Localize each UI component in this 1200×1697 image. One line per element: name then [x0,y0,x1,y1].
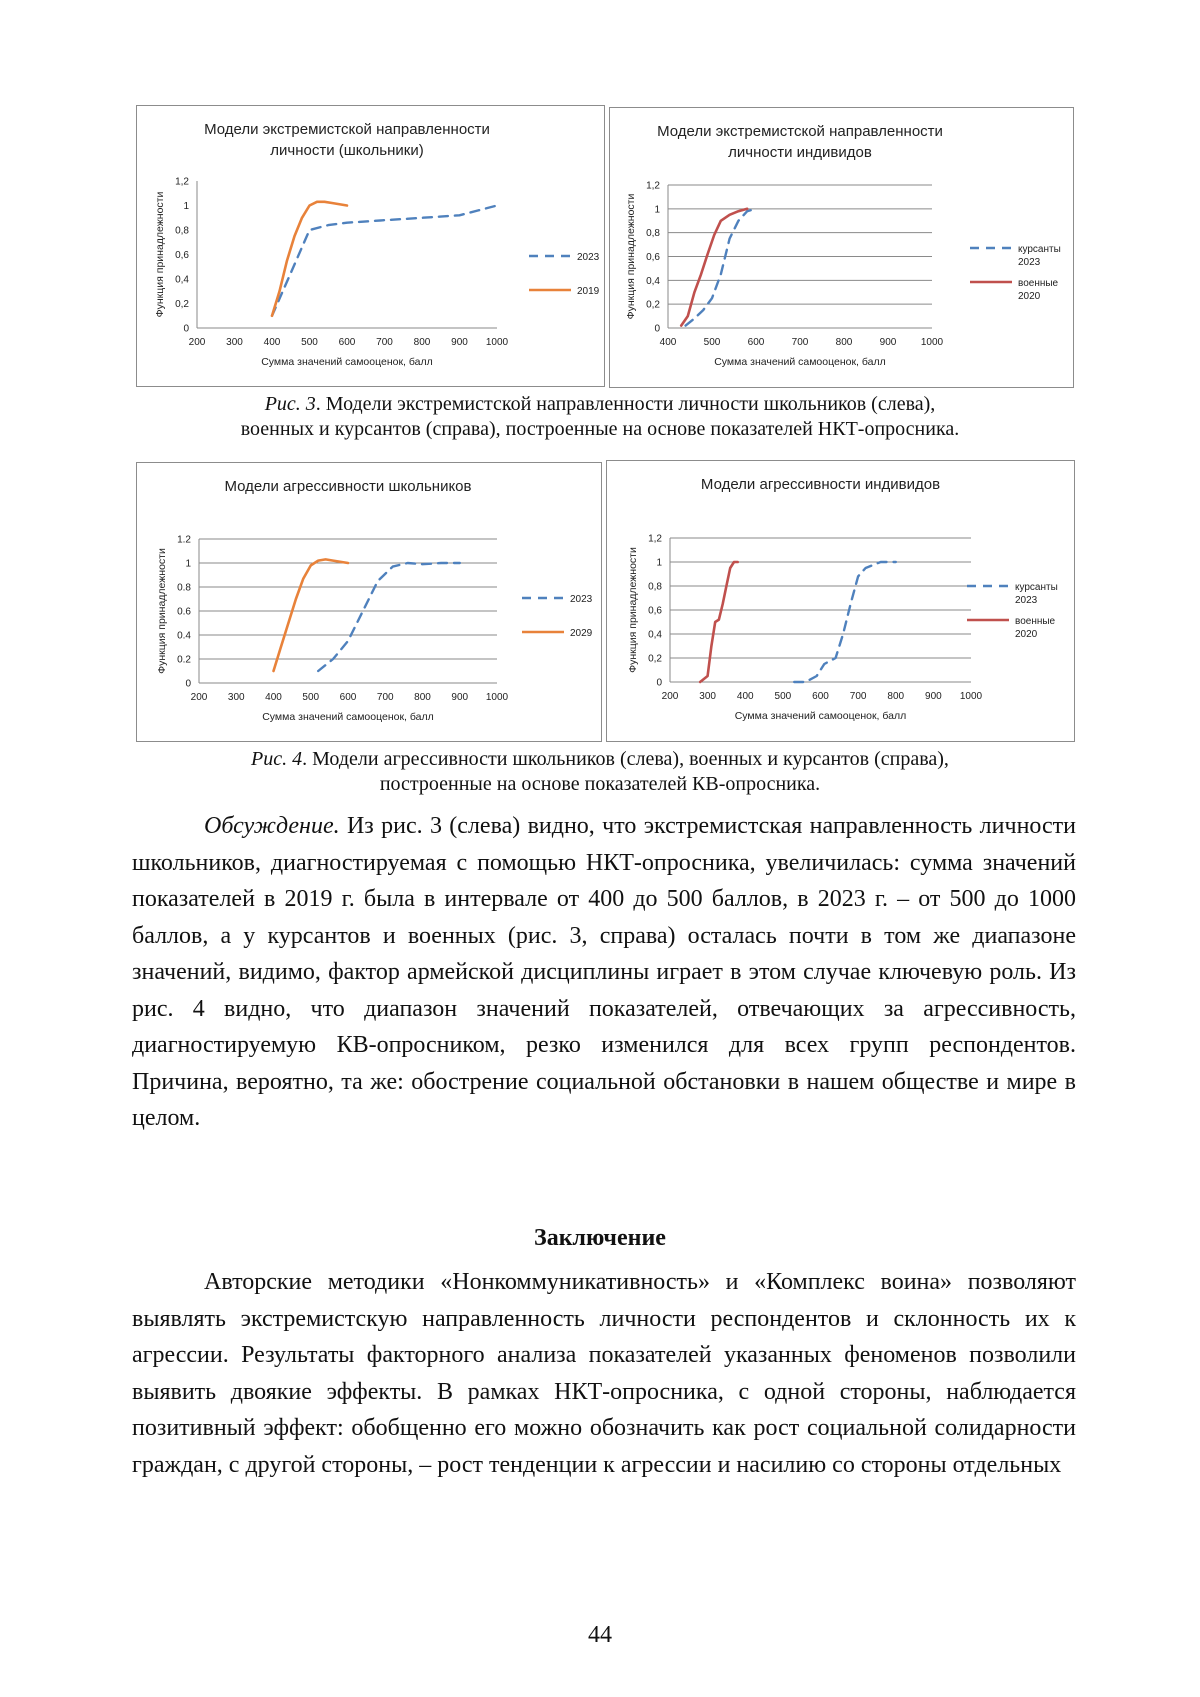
y-tick-label: 0.6 [177,606,191,618]
chart-fig4-left-svg [137,463,601,741]
x-tick-label: 500 [703,337,721,348]
legend-label: 2020 [1015,629,1038,640]
series-line-военные-2020 [700,562,738,682]
y-axis-label: Функция принадлежности [627,547,639,673]
chart-fig4-right-svg [607,461,1074,741]
chart-fig4-right [606,460,1075,742]
x-tick-label: 400 [659,337,677,348]
x-axis-label: Сумма значений самооценок, балл [262,711,434,723]
y-axis-label: Функция принадлежности [156,548,168,674]
x-tick-label: 700 [376,692,394,703]
legend-label: 2023 [570,594,593,605]
series-line-2023 [272,206,497,316]
chart-fig3-right [609,107,1074,388]
y-tick-label: 0.2 [177,654,191,666]
x-tick-label: 800 [414,692,431,703]
y-tick-label: 0 [183,323,189,335]
y-tick-label: 0 [185,678,191,690]
legend-label: курсанты [1015,582,1058,593]
legend-label: 2020 [1018,291,1041,302]
x-tick-label: 400 [263,337,281,348]
x-tick-label: 300 [226,337,243,348]
legend-label: 2029 [570,628,593,639]
y-tick-label: 1 [656,557,662,569]
x-tick-label: 200 [188,337,206,348]
y-tick-label: 1,2 [175,176,189,188]
figure-4-label: Рис. 4 [251,748,303,770]
y-axis-label: Функция принадлежности [625,193,637,320]
y-tick-label: 0,4 [646,275,660,287]
x-tick-label: 900 [879,337,897,348]
y-tick-label: 1,2 [646,180,660,192]
discussion-paragraph [132,808,1076,1137]
chart-fig3-right-svg [610,108,1073,387]
figure-3-label: Рис. 3 [264,393,316,415]
x-tick-label: 600 [339,692,357,703]
y-tick-label: 0 [654,323,660,335]
x-tick-label: 700 [849,691,867,702]
y-tick-label: 0.4 [177,630,191,642]
conclusion-paragraph: Авторские методики «Нонкоммуникативность» и «Комплекс воина» позволяют выявлять экстремистскую направленность личности респондентов и склонность их к агрессии. Результаты факторного анализа показателей указанных феноменов позволили выявить двоякие эффекты. В рамках НКТ-опросника, с одной стороны, наблюдается позитивный эффект: обобщенно его можно обозначить как рост социальной солидарности граждан, с другой стороны, – рост тенденции к агрессии и насилию со стороны отдельных [132,1269,1076,1478]
x-tick-label: 600 [812,691,829,702]
y-tick-label: 0,2 [175,299,189,310]
series-line-2019 [272,202,347,316]
x-tick-label: 1000 [920,337,944,348]
x-tick-label: 1000 [485,692,509,703]
legend-label: военные [1018,278,1059,289]
figure-3-caption-line-1: Рис. 3. Модели экстремистской направленности личности школьников (слева), [264,393,936,415]
series-line-курсанты-2023 [794,562,896,682]
chart-title-line: личности индивидов [728,144,872,161]
y-tick-label: 0,8 [175,225,189,237]
chart-title-line: Модели агрессивности школьников [224,478,472,495]
series-line-военные-2020 [681,209,747,326]
x-axis-label: Сумма значений самооценок, балл [734,710,907,722]
x-tick-label: 900 [451,692,469,703]
x-tick-label: 1000 [959,691,983,702]
y-tick-label: 0,6 [646,252,660,263]
y-tick-label: 0 [656,677,662,689]
y-tick-label: 0,2 [648,653,662,665]
figure-4-caption-line-2: построенные на основе показателей КВ-опросника. [379,773,821,795]
x-tick-label: 200 [190,692,208,703]
x-tick-label: 900 [451,337,468,348]
x-axis-label: Сумма значений самооценок, балл [714,356,886,368]
x-tick-label: 400 [736,691,754,702]
chart-fig3-left-svg [137,106,604,386]
y-tick-label: 0,8 [648,581,662,593]
x-tick-label: 600 [338,337,356,348]
x-tick-label: 900 [925,691,942,702]
x-tick-label: 300 [699,691,716,702]
legend-label: 2023 [577,252,600,263]
chart-fig4-left [136,462,602,742]
legend-label: курсанты [1018,244,1061,255]
x-tick-label: 600 [747,337,765,348]
y-tick-label: 0,8 [646,228,660,240]
y-tick-label: 0.8 [177,582,191,594]
y-tick-label: 0,6 [648,605,662,617]
chart-title-line: Модели экстремистской направленности [657,123,943,140]
y-tick-label: 0,6 [175,250,189,261]
chart-title-line: Модели экстремистской направленности [204,121,490,138]
x-tick-label: 700 [376,337,393,348]
chart-fig3-left [136,105,605,387]
y-tick-label: 1 [185,558,191,570]
figure-4-caption-line-1: Рис. 4. Модели агрессивности школьников (слева), военных и курсантов (справа), [251,748,949,770]
series-line-курсанты-2023 [686,209,756,326]
y-tick-label: 0,2 [646,299,660,311]
figure-4-caption [120,747,1080,797]
y-tick-label: 1 [654,204,660,216]
x-tick-label: 500 [774,691,792,702]
y-axis-label: Функция принадлежности [154,191,166,318]
x-tick-label: 500 [301,337,318,348]
series-line-2023 [318,563,460,671]
y-tick-label: 0,4 [175,274,189,286]
y-tick-label: 1 [183,201,189,212]
x-tick-label: 800 [835,337,853,348]
x-tick-label: 500 [302,692,320,703]
chart-title-line: личности (школьники) [270,142,424,159]
legend-label: 2019 [577,286,600,297]
x-tick-label: 400 [265,692,282,703]
y-tick-label: 0,4 [648,629,662,641]
page-number: 44 [588,1622,612,1648]
x-axis-label: Сумма значений самооценок, балл [261,356,433,368]
x-tick-label: 800 [413,337,431,348]
x-tick-label: 800 [887,691,905,702]
y-tick-label: 1.2 [177,534,191,546]
discussion-text: Из рис. 3 (слева) видно, что экстремистская направленность личности школьников, диагностируемая с помощью НКТ-опросника, увеличилась: сумма значений показателей в 2019 г. была в интервале от 400 до 500 баллов, в 2023 г. – от 500 до 1000 баллов, а у курсантов и военных (рис. 3, справа) осталась почти в том же диапазоне значений, видимо, фактор армейской дисциплины играет в этом случае ключевую роль. Из рис. 4 видно, что диапазон значений показателей, отвечающих за агрессивность, диагностируемую КВ-опросником, резко изменился для всех групп респондентов. Причина, вероятно, та же: обострение социальной обстановки в нашем обществе и мире в целом. [132,813,1076,1131]
figure-3-caption-line-2: военных и курсантов (справа), построенные на основе показателей НКТ-опросника. [240,418,960,440]
discussion-lead: Обсуждение. [204,813,340,839]
legend-label: 2023 [1018,257,1041,268]
legend-label: 2023 [1015,595,1038,606]
y-tick-label: 1,2 [648,533,662,545]
x-tick-label: 1000 [485,337,509,348]
conclusion-heading: Заключение [534,1225,666,1251]
x-tick-label: 700 [791,337,809,348]
figure-3-caption [120,392,1080,442]
chart-title-line: Модели агрессивности индивидов [700,476,941,493]
x-tick-label: 200 [661,691,679,702]
legend-label: военные [1015,616,1056,627]
x-tick-label: 300 [227,692,245,703]
